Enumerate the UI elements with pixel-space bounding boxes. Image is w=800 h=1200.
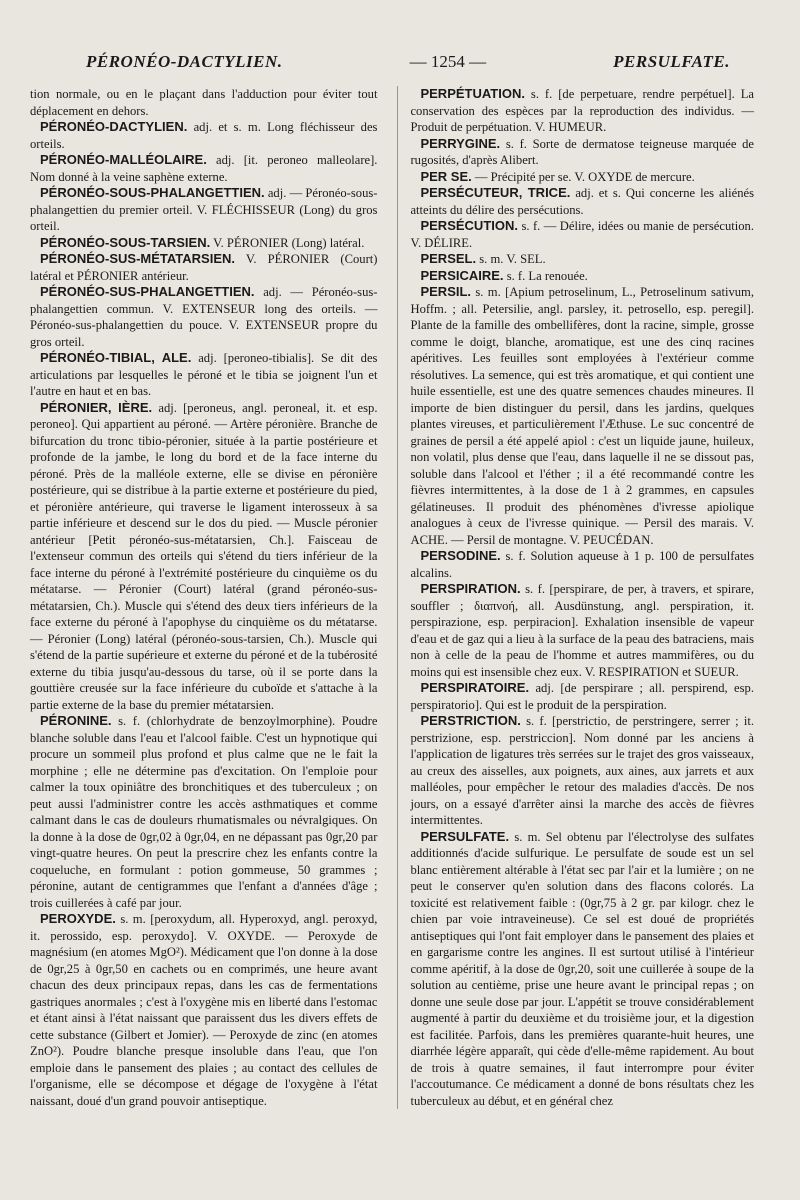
entry-text: s. m. [Apium petroselinum, L., Petroselinum sativum, Hoffm. ; all. Petersilie, angl. parsley, it. petrosello, esp. peregil]. Plante de la famille des ombellifères, dont la racine, simple, grosse comme le doigt, blanche, aromatique, est une des cinq racines apéritives. Les feuilles sont employées à l'extérieur comme résolutives. La semence, qui est très aromatique, et qui contient une huile essentielle, est une des quatre semences chaudes mineures. Il importe de bien distinguer du persil, dans les jardins, quelques plantes vireuses, et particulièrement l'Æthuse. Le suc concentré de graines de persil a été appelé apiol : c'est un liquide jaune, huileux, non volatil, plus dense que l'eau, dans laquelle il ne se dissout pas, soluble dans l'alcool et l'éther ; il a été recommandé contre les fièvres intermittentes, à la dose de 1 à 2 grammes, en capsules gélatineuses. Il produit des phénomènes d'ivresse apiolique analogues à ceux de l'ivresse quinique. — Persil des marais. V. ACHE. — Persil de montagne. V. PEUCÉDAN. xyxy=(410,285,754,547)
dictionary-entry xyxy=(30,713,377,911)
entry-text: adj. [peroneus, angl. peroneal, it. et esp. peroneo]. Qui appartient au péroné. — Artère péronière. Branche de bifurcation du tronc tibio-péronier, située à la partie postérieure et profonde de la jambe, le long du bord et de la face interne du péroné. Près de la malléole externe, elle se divise en péronière postérieure, qui se distribue à la partie externe et postérieure du pied, et péronière antérieure, qui traverse le ligament interosseux à sa partie inférieure et descend sur le dos du pied. — Muscle péronier antérieur [Petit péronéo-sus-métatarsien, Ch.]. Faisceau de l'extenseur commun des orteils qui s'étend du tiers inférieur de la face interne du péroné à l'extrémité postérieure du cinquième os du métatarse. — Péronier (Court) latéral (grand péronéo-sus-métatarsien, Ch.). Muscle qui s'étend des deux tiers inférieurs de la face externe du péroné à l'apophyse du cinquième os du métatarse. — Péronier (Long) latéral (péronéo-sous-tarsien, Ch.). Muscle qui s'étend de la partie supérieure et externe du péroné et de la tubérosité externe du tibia jusqu'au-dessous du tarse, où il se porte dans la gouttière creusée sur la face inférieure du cuboïde et s'attache à la partie externe de la base du premier métatarsien. xyxy=(30,400,378,712)
entry-text: s. m. [peroxydum, all. Hyperoxyd, angl. peroxyd, it. perossido, esp. peroxydo]. V. OXYDE. — Peroxyde de magnésium (en atomes MgO²). Médicament que l'on donne à la dose de 0gr,25 à 0gr,50 en cachets ou en comprimés, une heure avant chacun des deux principaux repas, dans les cas de fermentations gastriques anormales ; c'est à l'oxygène mis en liberté dans l'estomac et étant ainsi à l'état naissant que paraissent dus les divers effets de cette substance (Gilbert et Jomier). — Peroxyde de zinc (en atomes ZnO²). Poudre blanche presque insoluble dans l'eau, que l'on emploie dans le pansement des plaies ; au contact des cellules de l'organisme, elle se décompose et dégage de l'oxygène à l'état naissant, doué d'un grand pouvoir antiseptique. xyxy=(30,912,378,1108)
entry-headword: PERSULFATE. xyxy=(420,828,510,844)
right-column xyxy=(397,86,754,1109)
entry-text: adj. [it. peroneo malleolare]. Nom donné à la veine saphène externe. xyxy=(30,153,378,184)
entry-headword: PEROXYDE. xyxy=(40,911,116,926)
header-left-word: PÉRONÉO-DACTYLIEN. xyxy=(86,52,283,71)
entry-text: s. f. Solution aqueuse à 1 p. 100 de persulfates alcalins. xyxy=(410,549,754,580)
dictionary-entry xyxy=(410,185,754,218)
entry-text: s. f. (chlorhydrate de benzoylmorphine). Poudre blanche soluble dans l'eau et l'alcool faible. C'est un hypnotique qui procure un sommeil plus profond et plus calme que ne le fait la morphine ; elle ne détermine pas d'excitation. On l'emploie pour calmer la toux opiniâtre des bronchitiques et des tuberculeux ; on peut aussi l'administrer contre les accès asthmatiques et comme calmant dans le cas de douleurs rhumatismales ou névralgiques. On la donne à la dose de 0gr,02 à 0gr,04, en ne dépassant pas 0gr,20 par vingt-quatre heures. On peut la prescrire chez les enfants contre la coqueluche, en formulant : potion gommeuse, 50 grammes ; péronine, autant de centigrammes que l'enfant a d'années d'âge ; trois cuillerées à café par jour. xyxy=(30,714,378,910)
entry-headword: PERSICAIRE. xyxy=(420,267,504,283)
entry-headword: PER SE. xyxy=(420,168,472,184)
entry-headword: PÉRONIER, IÈRE. xyxy=(40,399,153,415)
entry-text: adj. [peroneo-tibialis]. Se dit des articulations par lesquelles le péroné et le tibia se joignent l'un et l'autre en haut et en bas. xyxy=(30,351,378,398)
entry-text: V. PÉRONIER (Court) latéral et PÉRONIER antérieur. xyxy=(30,252,378,283)
dictionary-entry xyxy=(410,268,754,285)
dictionary-entry xyxy=(30,251,377,284)
dictionary-entry xyxy=(30,185,377,235)
entry-headword: PÉRONÉO-SOUS-TARSIEN. xyxy=(40,234,211,250)
entry-text: s. f. La renouée. xyxy=(506,268,588,283)
entry-headword: PERRYGINE. xyxy=(420,135,501,151)
entry-text: tion normale, ou en le plaçant dans l'adduction pour éviter tout déplacement en dehors. xyxy=(30,87,378,118)
entry-headword: PERSÉCUTEUR, TRICE. xyxy=(420,185,571,200)
dictionary-entry xyxy=(410,169,754,186)
entry-headword: PÉRONÉO-SUS-PHALANGETTIEN. xyxy=(40,284,255,299)
entry-text: adj. et s. Qui concerne les aliénés atteints du délire des persécutions. xyxy=(410,186,754,217)
entry-text: adj. — Péronéo-sus-phalangettien commun. V. EXTENSEUR long des orteils. — Péronéo-sus-phalangettien du pouce. V. EXTENSEUR propre du gros orteil. xyxy=(30,285,378,349)
dictionary-entry xyxy=(30,911,377,1109)
entry-text: adj. [de perspirare ; all. perspirend, esp. perspiratorio]. Qui est le produit de la perspiration. xyxy=(410,681,754,712)
entry-headword: PÉRONÉO-SUS-MÉTATARSIEN. xyxy=(40,251,236,266)
entry-headword: PERPÉTUATION. xyxy=(420,86,525,101)
entry-headword: PERSÉCUTION. xyxy=(420,218,518,233)
dictionary-entry xyxy=(410,713,754,829)
entry-text: s. f. [de perpetuare, rendre perpétuel]. La conservation des espèces par la reproduction des individus. — Produit de perpétuation. V. HUMEUR. xyxy=(410,87,754,134)
text-columns xyxy=(30,86,754,1109)
entry-text: s. f. Sorte de dermatose teigneuse marquée de rugosités, d'après Alibert. xyxy=(410,136,755,167)
entry-text: s. m. Sel obtenu par l'électrolyse des sulfates additionnés d'acide sulfurique. Le persulfate de soude est un sel blanc entièrement altérable à l'état sec par l'air et la lumière ; on ne peut le conserver qu'en solution dans des flacons colorés. La toxicité est relativement faible : (0gr,75 à 2 gr. par kilogr. chez le chien par voie intraveineuse). Ce sel est doué de propriétés antiseptiques qui l'ont fait employer dans le pansement des plaies et en gargarisme contre les angines. Il est surtout utilisé à l'intérieur comme apéritif, à la dose de 0gr,20, soit une cuillerée à soupe de la solution au centième, prise une heure avant le principal repas ; on donne une seule dose par jour. L'appétit se trouve considérablement augmenté à partir du deuxième et du troisième jour, et la digestion est facilitée. Parfois, dans les premières quarante-huit heures, une diarrhée légère apparaît, qui cède d'elle-même rapidement. Au bout de trois à quatre semaines, il faut interrompre pour éviter l'accoutumance. Ce médicament a donné de bons résultats chez les tuberculeux au début, et en général chez xyxy=(410,829,754,1108)
entry-headword: PERSPIRATOIRE. xyxy=(420,680,530,695)
dictionary-entry xyxy=(410,218,754,251)
entry-headword: PERSEL. xyxy=(420,251,477,266)
entry-headword: PÉRONINE. xyxy=(40,713,112,728)
dictionary-entry xyxy=(30,86,377,119)
entry-text: s. f. [perspirare, de per, à travers, et spirare, souffler ; διαπνοή, all. Ausdünstung, angl. perspiration, it. perspirazione, esp. perpiracion]. Exhalation insensible de vapeur d'eau et de gaz qui a lieu à la surface de la peau des batraciens, mais non à celle de la peau de l'homme et autres mammifères, ou du moins qui est insensible chez eux. V. RESPIRATION et SUEUR. xyxy=(410,582,754,679)
dictionary-entry xyxy=(410,829,754,1110)
entry-headword: PÉRONÉO-TIBIAL, ALE. xyxy=(40,350,192,365)
entry-text: — Précipité per se. V. OXYDE de mercure. xyxy=(474,169,695,184)
entry-text: adj. et s. m. Long fléchisseur des orteils. xyxy=(30,120,378,151)
entry-headword: PÉRONÉO-DACTYLIEN. xyxy=(40,119,188,134)
entry-headword: PERSPIRATION. xyxy=(420,581,521,596)
dictionary-entry xyxy=(410,136,754,169)
entry-text: adj. — Péronéo-sous-phalangettien du premier orteil. V. FLÉCHISSEUR (Long) du gros orteil. xyxy=(30,186,378,233)
dictionary-entry xyxy=(410,86,754,136)
dictionary-entry xyxy=(410,548,754,581)
entry-headword: PERSIL. xyxy=(420,284,472,299)
dictionary-entry xyxy=(30,235,377,252)
page-number: — 1254 — xyxy=(409,52,487,71)
entry-text: s. f. — Délire, idées ou manie de persécution. V. DÉLIRE. xyxy=(410,219,754,250)
dictionary-entry xyxy=(30,350,377,400)
running-head xyxy=(30,52,754,72)
dictionary-entry xyxy=(410,284,754,548)
left-column xyxy=(30,86,377,1109)
entry-text: s. m. V. SEL. xyxy=(479,252,546,266)
dictionary-entry xyxy=(410,251,754,268)
entry-headword: PERSODINE. xyxy=(420,548,501,563)
header-right-word: PERSULFATE. xyxy=(613,52,730,71)
dictionary-entry xyxy=(30,400,377,714)
dictionary-entry xyxy=(30,284,377,350)
dictionary-entry xyxy=(410,581,754,680)
entry-headword: PÉRONÉO-MALLÉOLAIRE. xyxy=(40,152,207,167)
dictionary-entry xyxy=(30,119,377,152)
entry-headword: PERSTRICTION. xyxy=(420,713,521,728)
entry-text: s. f. [perstrictio, de perstringere, serrer ; it. perstrizione, esp. perstriccion]. Nom donné par les anciens à l'application de ligatures très serrées sur le trajet des gros vaisseaux, au creux des aisselles, aux poignets, aux aines, aux jarrets et aux malléoles, pour empêcher le retour des maladies d'accès. De nos jours, on a essayé d'arrêter ainsi la marche des accès de fièvres intermittentes. xyxy=(410,714,754,827)
dictionary-entry xyxy=(30,152,377,185)
dictionary-entry xyxy=(410,680,754,713)
entry-text: V. PÉRONIER (Long) latéral. xyxy=(213,235,365,250)
entry-headword: PÉRONÉO-SOUS-PHALANGETTIEN. xyxy=(40,185,265,200)
